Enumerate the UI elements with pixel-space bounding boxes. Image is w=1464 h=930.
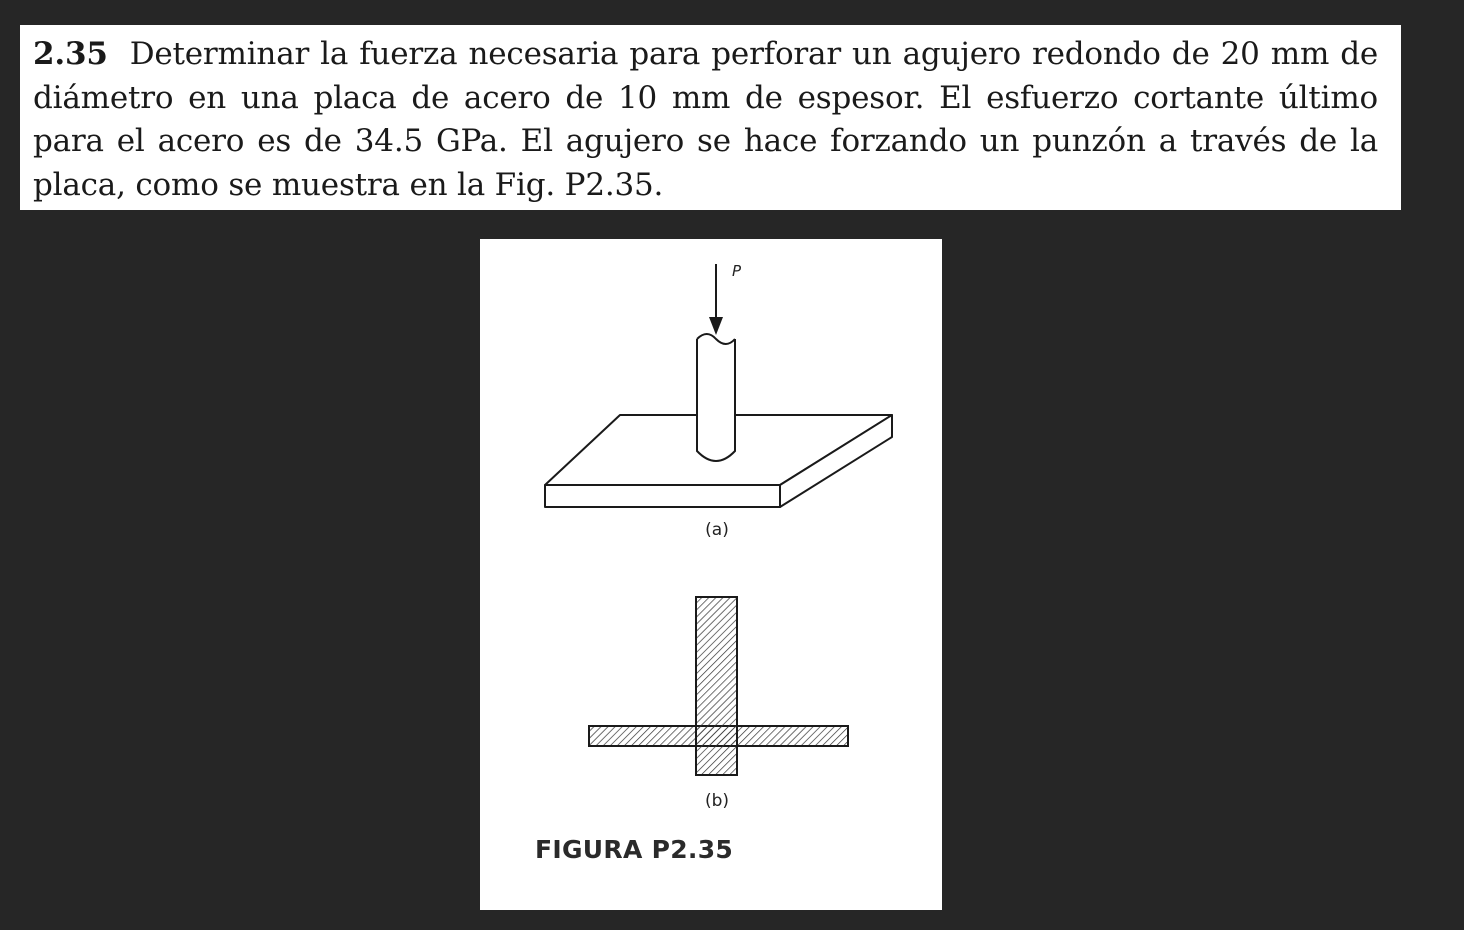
subfigure-label-a: (a) (705, 520, 729, 540)
cross-section (589, 597, 848, 775)
subfigure-label-b: (b) (704, 791, 730, 811)
problem-text: Determinar la fuerza necesaria para perforar un agujero redondo de 20 mm de diámetro en una placa de acero de 10 mm de espesor. El esfuerzo cortante último para el acero es de 34.5 GPa. El agujero se hace forzando un punzón a través de la placa, como se muestra en la Fig. P2.35. (33, 36, 1378, 203)
punch (697, 334, 735, 461)
figure-caption: FIGURA P2.35 (535, 835, 734, 864)
problem-statement-panel (20, 25, 1401, 210)
force-label-p: P (732, 262, 742, 280)
problem-statement (33, 33, 1378, 207)
figure-panel (480, 239, 942, 910)
problem-number: 2.35 (33, 36, 108, 72)
force-arrow (709, 264, 723, 335)
